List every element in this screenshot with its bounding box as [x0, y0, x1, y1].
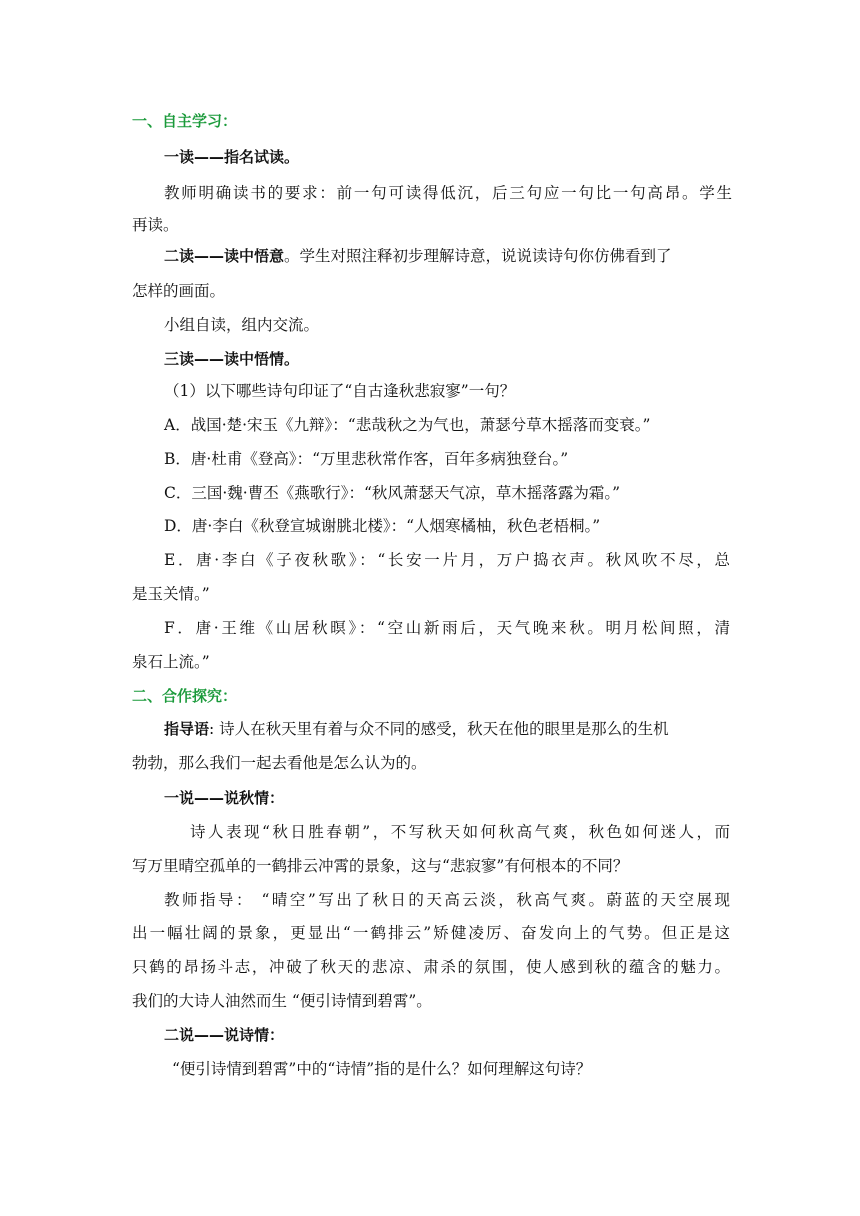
say1-title: 一说——说秋情：: [164, 789, 285, 807]
read3-title: 三读——读中悟情。: [164, 350, 300, 368]
read2-title: 二读——读中悟意: [164, 247, 285, 265]
option-b: B．唐·杜甫《登高》：“万里悲秋常作客，百年多病独登台。”: [164, 450, 569, 468]
say1-text-line2: 写万里晴空孤单的一鹤排云冲霄的景象，这与“悲寂寥”有何根本的不同？: [132, 857, 629, 875]
say2-title: 二说——说诗情：: [164, 1026, 285, 1044]
option-d: D．唐·李白《秋登宣城谢朓北楼》：“人烟寒橘柚，秋色老梧桐。”: [164, 517, 601, 535]
option-e-line2: 是玉关情。”: [132, 585, 210, 603]
option-f-line2: 泉石上流。”: [132, 653, 210, 671]
teacher-text-line4: 我们的大诗人油然而生 “便引诗情到碧霄”。: [132, 992, 432, 1010]
read2-line1: [164, 245, 672, 267]
read2-text-line2: 怎样的画面。: [132, 282, 226, 300]
option-f-line1: F．唐·王维《山居秋暝》：“空山新雨后，天气晚来秋。明月松间照，清: [164, 619, 730, 637]
read1-text-line2: 再读。: [132, 216, 179, 234]
guide-text-line2: 勃勃，那么我们一起去看他是怎么认为的。: [132, 754, 427, 772]
guide-line1: [164, 718, 669, 740]
teacher-text-line3: 只鹤的昂扬斗志，冲破了秋天的悲凉、肃杀的氛围，使人感到秋的蕴含的魅力。: [132, 958, 730, 976]
option-c: C．三国·魏·曹丕《燕歌行》：“秋风萧瑟天气凉，草木摇落露为霜。”: [164, 484, 621, 502]
teacher-text-line2: 出一幅壮阔的景象，更显出“一鹤排云”矫健凌厉、奋发向上的气势。但正是这: [132, 924, 730, 942]
teacher-text-line1: 教师指导： “晴空”写出了秋日的天高云淡，秋高气爽。蔚蓝的天空展现: [164, 891, 730, 909]
section-heading-self-study: 一、自主学习：: [132, 112, 238, 130]
section-heading-cooperative: 二、合作探究：: [132, 687, 238, 705]
question-1: （1）以下哪些诗句印证了“自古逢秋悲寂寥”一句？: [164, 382, 516, 400]
read2-group-text: 小组自读，组内交流。: [164, 316, 320, 334]
read2-text-line1: 。学生对照注释初步理解诗意，说说读诗句你仿佛看到了: [284, 247, 672, 265]
option-a: A．战国·楚·宋玉《九辩》：“悲哉秋之为气也，萧瑟兮草木摇落而变衰。”: [164, 416, 651, 434]
read1-text-line1: 教师明确读书的要求：前一句可读得低沉，后三句应一句比一句高昂。学生: [164, 184, 732, 202]
say1-text-line1: 诗人表现“秋日胜春朝”，不写秋天如何秋高气爽，秋色如何迷人，而: [190, 823, 730, 841]
guide-text-line1: : 诗人在秋天里有着与众不同的感受，秋天在他的眼里是那么的生机: [209, 720, 669, 738]
guide-label: 指导语: [164, 720, 210, 738]
say2-question: “便引诗情到碧霄”中的“诗情”指的是什么？如何理解这句诗？: [172, 1060, 592, 1078]
read1-title: 一读——指名试读。: [164, 148, 300, 166]
option-e-line1: E．唐·李白《子夜秋歌》：“长安一片月，万户捣衣声。秋风吹不尽，总: [164, 551, 730, 569]
